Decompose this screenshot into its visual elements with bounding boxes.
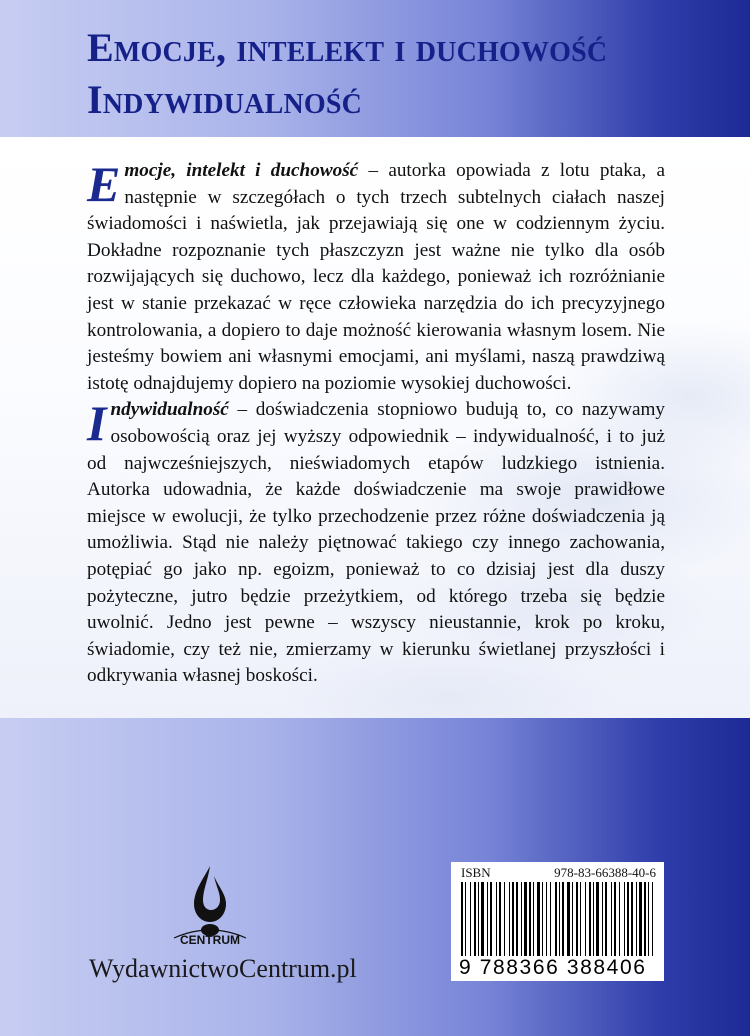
barcode-bar [572, 882, 573, 956]
barcode-bar [576, 882, 578, 956]
barcode-bar [516, 882, 518, 956]
barcode-bar [521, 882, 522, 956]
barcode-bar [559, 882, 560, 956]
isbn-label: ISBN [461, 865, 491, 880]
barcode-bar [644, 882, 646, 956]
barcode-bar [537, 882, 540, 956]
barcode-bar [470, 882, 471, 956]
barcode-bar [529, 882, 531, 956]
paragraph-body: – autorka opowiada z lotu ptaka, a następnie w szczegółach o tych trzech subtelnych ciałach naszej świadomości i naświetla, jak przejawiają się one w codziennym życiu. Dokładne rozpoznanie tych płaszczyzn jest ważne nie tylko dla osób rozwijających się duchowo, lecz dla każdego, ponieważ ich rozróżnianie jest w stanie przekazać w ręce człowieka narzędzia do ich precyzyjnego kontrolowania, a dopiero to daje możność kierowania własnym losem. Nie jesteśmy bowiem ani własnymi emocjami, ani myślami, naszą prawdziwą istotę odnajdujemy dopiero na poziomie wysokiej duchowości. [87, 160, 665, 394]
barcode-bar [585, 882, 586, 956]
barcode-bar [487, 882, 488, 956]
paragraph-body: – doświadczenia stopniowo budują to, co nazywamy osobowością oraz jej wyższy odpowiednik – indywidualność, i to już od najwcześniejszych, nieświadomych etapów ludzkiego istnienia. Autorka udowadnia, że każde doświadczenie ma swoje prawidłowe miejsce w ewolucji, że tylko przechodzenie przez różne doświadczenia ją umożliwia. Stąd nie należy piętnować takiego czy innego zachowania, potępiać go jako np. egoizm, ponieważ to co dzisiaj jest dla duszy pożyteczne, jutro będzie przeżytkiem, od którego trzeba się będzie uwolnić. Jedno jest pewne – wszyscy nieustannie, krok po kroku, świadomie, czy też nie, zmierzamy w kierunku świetlanej przyszłości i odkrywania własnej boskości. [87, 399, 665, 687]
barcode-bar [512, 882, 514, 956]
drop-cap: I [87, 395, 107, 452]
paragraph-lead: mocje, intelekt i duchowość [124, 160, 359, 181]
drop-cap: E [87, 156, 121, 212]
barcode-bar [496, 882, 497, 956]
barcode-bar [562, 882, 564, 956]
barcode-bar [639, 882, 642, 956]
logo-lettering: CENTRUM [180, 933, 240, 947]
barcode-bar [478, 882, 479, 956]
description-panel [0, 137, 750, 718]
book-title: Emocje, intelekt i duchowość [87, 25, 608, 70]
barcode-bar [461, 882, 463, 956]
isbn-number: 978-83-66388-40-6 [554, 865, 656, 880]
book-subtitle: Indywidualność [87, 77, 363, 122]
barcode-bar [602, 882, 603, 956]
barcode-bar [611, 882, 612, 956]
barcode-bar [550, 882, 551, 956]
barcode-bar [593, 882, 594, 956]
barcode-bar [627, 882, 629, 956]
barcode-bar [481, 882, 484, 956]
barcode-bars [459, 882, 657, 956]
description-text [87, 158, 665, 690]
barcode-bar [465, 882, 466, 956]
barcode-bar [533, 882, 534, 956]
barcode-bar [652, 882, 653, 956]
barcode-bar [546, 882, 547, 956]
barcode-bar [605, 882, 607, 956]
barcode-bar [504, 882, 505, 956]
barcode-bar [596, 882, 599, 956]
barcode-bar [474, 882, 476, 956]
barcode-bar [589, 882, 591, 956]
paragraph-emotions [87, 158, 665, 397]
paragraph-individuality [87, 397, 665, 690]
barcode-bar [619, 882, 620, 956]
header-band [0, 0, 750, 137]
barcode-bar [614, 882, 616, 956]
barcode-bar [490, 882, 492, 956]
barcode-bar [509, 882, 510, 956]
flame-drop-icon [160, 862, 260, 954]
barcode-bar [524, 882, 527, 956]
barcode-bar [567, 882, 570, 956]
centrum-logo [160, 862, 260, 954]
paragraph-lead: ndywidualność [110, 399, 229, 421]
barcode-bar [631, 882, 633, 956]
publisher-website: WydawnictwoCentrum.pl [89, 954, 357, 983]
barcode-bar [648, 882, 649, 956]
barcode-digits: 9 788366 388406 [459, 956, 647, 979]
barcode-bar [499, 882, 501, 956]
barcode-bar [580, 882, 581, 956]
barcode-bar [624, 882, 625, 956]
barcode-bar [542, 882, 543, 956]
isbn-barcode [451, 862, 664, 981]
barcode-bar [636, 882, 637, 956]
barcode-bar [555, 882, 557, 956]
